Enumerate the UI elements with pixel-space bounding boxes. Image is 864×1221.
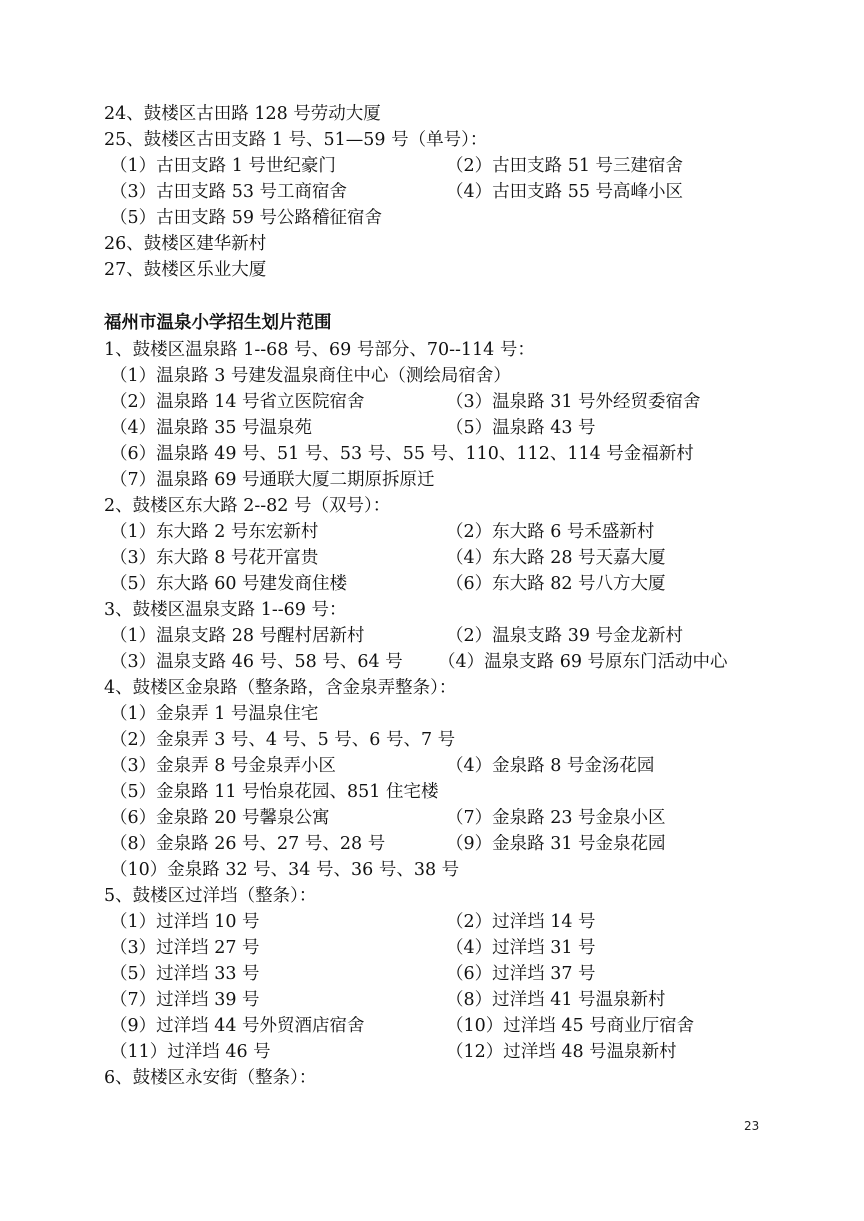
list-item: 6、鼓楼区永安街（整条）： — [104, 1068, 317, 1088]
sub-item: （4）温泉路 35 号温泉苑 — [110, 418, 313, 438]
sub-item: （3）金泉弄 8 号金泉弄小区 — [110, 756, 336, 776]
sub-item: （3）东大路 8 号花开富贵 — [110, 548, 319, 568]
list-item: （2）金泉弄 3 号、4 号、5 号、6 号、7 号 — [110, 730, 456, 750]
sub-item: （9）过洋垱 44 号外贸酒店宿舍 — [110, 1016, 365, 1036]
sub-item: （1）古田支路 1 号世纪豪门 — [110, 156, 336, 176]
sub-item: （4）金泉路 8 号金汤花园 — [446, 756, 655, 776]
list-item — [104, 545, 804, 571]
list-item — [104, 987, 804, 1013]
sub-item: （10）过洋垱 45 号商业厅宿舍 — [446, 1016, 695, 1036]
sub-item: （8）过洋垱 41 号温泉新村 — [446, 990, 666, 1010]
list-item: 4、鼓楼区金泉路（整条路，含金泉弄整条）： — [104, 678, 457, 698]
section-gap — [104, 283, 804, 309]
sub-item: （9）金泉路 31 号金泉花园 — [446, 834, 666, 854]
list-item: 25、鼓楼区古田支路 1 号、51—59 号（单号）： — [104, 130, 488, 150]
list-item: 5、鼓楼区过洋垱（整条）： — [104, 886, 317, 906]
sub-item: （4）温泉支路 69 号原东门活动中心 — [438, 652, 728, 672]
sub-item: （6）过洋垱 37 号 — [446, 964, 596, 984]
list-item — [104, 935, 804, 961]
list-item — [104, 415, 804, 441]
list-item: 24、鼓楼区古田路 128 号劳动大厦 — [104, 104, 381, 124]
section-heading: 福州市温泉小学招生划片范围 — [104, 313, 332, 333]
document-body — [104, 101, 804, 1091]
page-number: 23 — [744, 1119, 760, 1133]
list-item — [104, 649, 804, 675]
sub-item: （5）温泉路 43 号 — [446, 418, 596, 438]
sub-item: （2）温泉支路 39 号金龙新村 — [446, 626, 684, 646]
list-item: （1）金泉弄 1 号温泉住宅 — [110, 704, 319, 724]
sub-item: （2）过洋垱 14 号 — [446, 912, 596, 932]
list-item: （5）古田支路 59 号公路稽征宿舍 — [110, 208, 383, 228]
sub-item: （2）温泉路 14 号省立医院宿舍 — [110, 392, 365, 412]
sub-item: （5）过洋垱 33 号 — [110, 964, 260, 984]
list-item: （10）金泉路 32 号、34 号、36 号、38 号 — [110, 860, 460, 880]
sub-item: （4）过洋垱 31 号 — [446, 938, 596, 958]
sub-item: （8）金泉路 26 号、27 号、28 号 — [110, 834, 386, 854]
sub-item: （4）东大路 28 号天嘉大厦 — [446, 548, 666, 568]
sub-item: （6）金泉路 20 号馨泉公寓 — [110, 808, 330, 828]
list-item: （1）温泉路 3 号建发温泉商住中心（测绘局宿舍） — [110, 366, 511, 386]
list-item — [104, 831, 804, 857]
list-item: （5）金泉路 11 号怡泉花园、851 住宅楼 — [110, 782, 439, 802]
sub-item: （3）温泉路 31 号外经贸委宿舍 — [446, 392, 701, 412]
list-item — [104, 1039, 804, 1065]
sub-item: （3）温泉支路 46 号、58 号、64 号 — [110, 652, 403, 672]
list-item: （7）温泉路 69 号通联大厦二期原拆原迁 — [110, 470, 435, 490]
list-item — [104, 805, 804, 831]
sub-item: （2）古田支路 51 号三建宿舍 — [446, 156, 684, 176]
list-item — [104, 571, 804, 597]
sub-item: （2）东大路 6 号禾盛新村 — [446, 522, 655, 542]
list-item: 26、鼓楼区建华新村 — [104, 234, 267, 254]
list-item — [104, 961, 804, 987]
sub-item: （5）东大路 60 号建发商住楼 — [110, 574, 348, 594]
sub-item: （7）金泉路 23 号金泉小区 — [446, 808, 666, 828]
list-item: 3、鼓楼区温泉支路 1--69 号： — [104, 600, 347, 620]
list-item — [104, 519, 804, 545]
list-item: 2、鼓楼区东大路 2--82 号（双号）： — [104, 496, 391, 516]
sub-item: （6）东大路 82 号八方大厦 — [446, 574, 666, 594]
list-item — [104, 389, 804, 415]
sub-item: （11）过洋垱 46 号 — [110, 1042, 271, 1062]
list-item — [104, 909, 804, 935]
sub-item: （12）过洋垱 48 号温泉新村 — [446, 1042, 677, 1062]
sub-item: （7）过洋垱 39 号 — [110, 990, 260, 1010]
sub-item: （1）温泉支路 28 号醒村居新村 — [110, 626, 365, 646]
list-item — [104, 1013, 804, 1039]
list-item — [104, 153, 804, 179]
list-item: 1、鼓楼区温泉路 1--68 号、69 号部分、70--114 号： — [104, 340, 535, 360]
sub-item: （1）东大路 2 号东宏新村 — [110, 522, 319, 542]
list-item: 27、鼓楼区乐业大厦 — [104, 260, 267, 280]
list-item — [104, 753, 804, 779]
list-item — [104, 623, 804, 649]
sub-item: （3）古田支路 53 号工商宿舍 — [110, 182, 348, 202]
list-item — [104, 179, 804, 205]
sub-item: （3）过洋垱 27 号 — [110, 938, 260, 958]
sub-item: （4）古田支路 55 号高峰小区 — [446, 182, 684, 202]
sub-item: （1）过洋垱 10 号 — [110, 912, 260, 932]
list-item: （6）温泉路 49 号、51 号、53 号、55 号、110、112、114 号金福新村 — [110, 444, 694, 464]
